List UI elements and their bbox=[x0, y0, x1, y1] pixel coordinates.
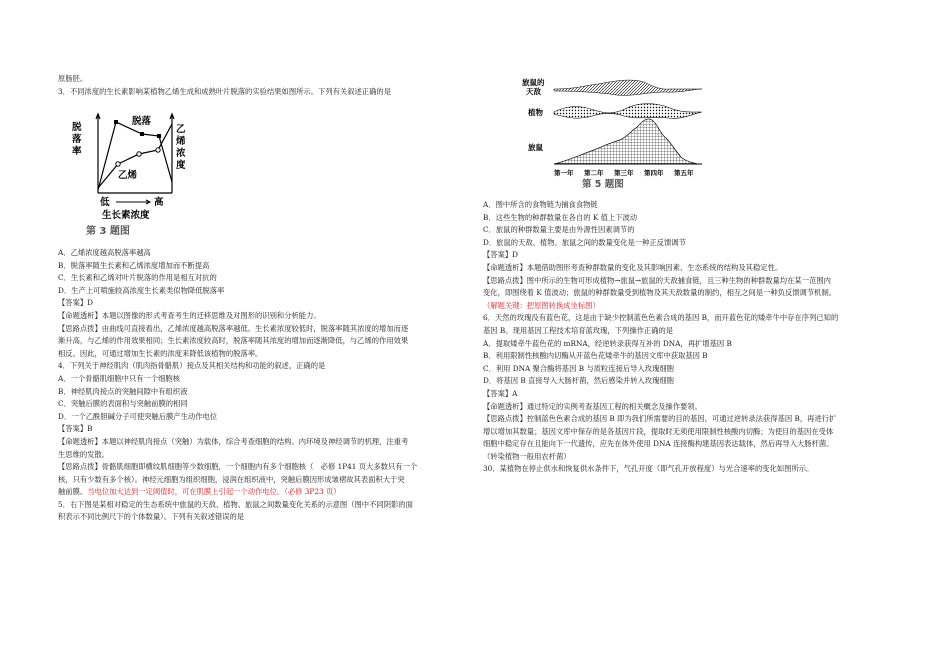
q5-stem: 5．右下图是某相对稳定的生态系统中旅鼠的天敌、植物、旅鼠之间数量变化关系的示意图（图中不同阴影的面 bbox=[58, 499, 413, 509]
q5-hint-line: 变化，即围绕着 K 值波动；旅鼠的种群数量受到植物及其天敌数量的制约，相互之间是一种负反馈调节机制。 bbox=[483, 288, 837, 298]
q6-stem: 基因 B。现用基因工程技术培育蓝玫瑰，下列操作正确的是 bbox=[483, 325, 674, 335]
q3-hint-line: 【思路点拨】由曲线可直接看出，乙烯浓度越高脱落率越低。生长素浓度较低时，脱落率随其浓度的增加而逐 bbox=[58, 323, 409, 333]
lemming-area bbox=[554, 119, 702, 164]
q4-answer: 【答案】B bbox=[58, 424, 93, 434]
q4-hint-red: 当电位加大达到一定阈值时，可在肌膜上引起一个动作电位。（必修 3P23 页） bbox=[87, 487, 341, 497]
q5-option-b: B．这些生物的种群数量在各自的 K 值上下波动 bbox=[483, 212, 638, 222]
q3-answer: 【答案】D bbox=[58, 298, 94, 308]
y-label-left-char: 脱 bbox=[72, 122, 82, 133]
q6-option-c: C．利用 DNA 聚合酶将基因 B 与质粒连接后导入玫瑰细胞 bbox=[483, 363, 674, 373]
curve-label-drop: 脱落 bbox=[132, 116, 152, 127]
x-low-label: 低 bbox=[100, 197, 110, 208]
predator-label: 旅鼠的 bbox=[522, 78, 545, 87]
figure-5-chart bbox=[520, 76, 730, 191]
q6-answer: 【答案】A bbox=[483, 388, 518, 398]
text-line: 原肠胚。 bbox=[58, 74, 88, 83]
q6-option-b: B．利用限制性核酸内切酶从开蓝色花矮牵牛的基因文库中获取基因 B bbox=[483, 351, 708, 361]
y-label-right-char: 乙 bbox=[176, 124, 186, 135]
q4-analysis: 【命题透析】本题以神经肌肉接点（突触）为载体，综合考查细胞的结构、内环境及神经调节的机理，注重考 bbox=[58, 436, 409, 446]
q3-option-b: B．脱落率随生长素和乙烯浓度增加而不断提高 bbox=[58, 260, 210, 270]
figure-3-caption: 第 3 题图 bbox=[86, 226, 130, 237]
year-label: 第三年 bbox=[614, 169, 634, 177]
question-30-stem: 30．某植物在停止供水和恢复供水条件下，气孔开度（即气孔开放程度）与光合速率的变化如图所示。 bbox=[483, 464, 814, 474]
year-label: 第四年 bbox=[644, 169, 664, 177]
q5-hint-red: （解题关键：把原图转换成坐标图） bbox=[483, 300, 600, 310]
q5-option-d: D．旅鼠的天敌、植物、旅鼠之间的数量变化是一种正反馈调节 bbox=[483, 237, 686, 247]
curve-label-ethylene: 乙烯 bbox=[118, 170, 138, 181]
figure-3-chart bbox=[58, 110, 198, 240]
q4-option-d: D．一个乙酰胆碱分子可使突触后膜产生动作电位 bbox=[58, 411, 218, 421]
q4-option-a: A．一个骨骼肌细胞中只有一个细胞核 bbox=[58, 373, 181, 383]
y-label-left-char: 率 bbox=[72, 146, 82, 157]
q5-hint-line: 【思路点拨】图中所示的生物可形成植物→旅鼠→旅鼠的天敌捕食链，且三种生物的种群数量均在某一范围内 bbox=[483, 275, 831, 285]
year-label: 第五年 bbox=[674, 169, 694, 177]
y-label-right-char: 浓 bbox=[176, 148, 186, 159]
x-high-label: 高 bbox=[154, 197, 164, 208]
figure-5-caption: 第 5 题图 bbox=[582, 179, 624, 190]
q4-analysis: 生思维的发散。 bbox=[58, 449, 110, 459]
y-label-right-char: 烯 bbox=[176, 136, 186, 147]
q3-option-a: A．乙烯浓度越高脱落率越高 bbox=[58, 248, 151, 257]
q6-hint-line: 细胞中稳定存在且能向下一代遗传，应先在体外使用 DNA 连接酶构建基因表达载体，然后再导入大肠杆菌。 bbox=[483, 439, 834, 449]
q4-hint-text: 触前膜。 bbox=[58, 487, 88, 497]
q4-hint-line bbox=[58, 486, 417, 499]
y-label-left-char: 落 bbox=[72, 134, 82, 145]
lemming-label: 旅鼠 bbox=[528, 143, 543, 152]
q3-option-d: D．生产上可喷施较高浓度生长素类似物降低脱落率 bbox=[58, 285, 225, 295]
q6-option-d: D．将基因 B 直接导入大肠杆菌，然后感染并转入玫瑰细胞 bbox=[483, 376, 674, 386]
q4-option-b: B．神经肌肉接点的突触间隙中有组织液 bbox=[58, 386, 188, 396]
q3-hint-line: 渐升高，与乙烯的作用效果相同；生长素浓度较高时，脱落率随其浓度的增加而逐渐降低，与乙烯的作用效果 bbox=[58, 336, 409, 346]
question-3-stem: 3．不同浓度的生长素影响某植物乙烯生成和成熟叶片脱落的实验结果如图所示。下列有关叙述正确的是 bbox=[58, 87, 391, 96]
q5-option-a: A．图中所含的食物链为捕食食物链 bbox=[483, 200, 598, 209]
predator-label: 天敌 bbox=[526, 87, 541, 96]
q6-analysis: 【命题透析】通过特定的实例考查基因工程的相关概念及操作要领。 bbox=[483, 401, 702, 411]
q3-hint-line: 相反。因此，可通过增加生长素的浓度来降低该植物的脱落率。 bbox=[58, 348, 263, 358]
plant-label: 植物 bbox=[528, 108, 543, 117]
q5-answer: 【答案】D bbox=[483, 250, 519, 260]
q5-analysis: 【命题透析】本题借助图形考查种群数量的变化及其影响因素、生态系统的结构及其稳定性。 bbox=[483, 262, 783, 272]
q6-hint-line: 【思路点拨】控制蓝色色素合成的基因 B 即为我们所需要的目的基因，可通过逆转录法获得基因 B，再进行扩 bbox=[483, 414, 837, 424]
plant-band bbox=[554, 104, 702, 119]
q3-option-c: C．生长素和乙烯对叶片脱落的作用是相互对抗的 bbox=[58, 273, 217, 283]
q5-option-c: C．旅鼠的种群数量主要是由外源性因素调节的 bbox=[483, 225, 635, 235]
q6-stem: 6．天然的玫瑰没有蓝色花，这是由于缺少控制蓝色色素合成的基因 B，而开蓝色花的矮牵牛中存在序列已知的 bbox=[483, 313, 839, 323]
y-label-right-char: 度 bbox=[176, 160, 186, 171]
x-axis-label: 生长素浓度 bbox=[102, 210, 150, 221]
q4-hint-line: 核，只有少数有多个核）。神经元细胞为组织细胞，浸润在组织液中，突触后膜因形成皱褶故其表面积大于突 bbox=[58, 474, 405, 484]
q4-stem: 4．下列关于神经肌肉（肌肉指骨骼肌）接点及其相关结构和功能的叙述，正确的是 bbox=[58, 361, 326, 371]
q3-analysis: 【命题透析】本题以图像的形式考查考生的迁移思维及对图形的识别和分析能力。 bbox=[58, 310, 321, 320]
year-label: 第二年 bbox=[584, 169, 604, 177]
year-label: 第一年 bbox=[554, 169, 574, 177]
q4-hint-line: 【思路点拨】骨骼肌细胞即横纹肌细胞等少数细胞，一个细胞内有多个细胞核（ 必修 1P41 页大多数只有一个 bbox=[58, 462, 418, 472]
q6-hint-line: 增以增加其数量；基因文库中保存的是各基因片段，提取时无须使用限制性核酸内切酶；为使目的基因在受体 bbox=[483, 426, 834, 436]
q6-hint-line: （转染植物一般用农杆菌） bbox=[483, 451, 571, 461]
q5-stem: 积表示不同比例尺下的个体数量）。下列有关叙述错误的是 bbox=[58, 512, 245, 522]
q6-option-a: A．提取矮牵牛蓝色花的 mRNA，经逆转录获得互补的 DNA，再扩增基因 B bbox=[483, 338, 732, 348]
q4-option-c: C．突触后膜的表面积与突触前膜的相同 bbox=[58, 399, 188, 409]
predator-band bbox=[554, 80, 702, 95]
